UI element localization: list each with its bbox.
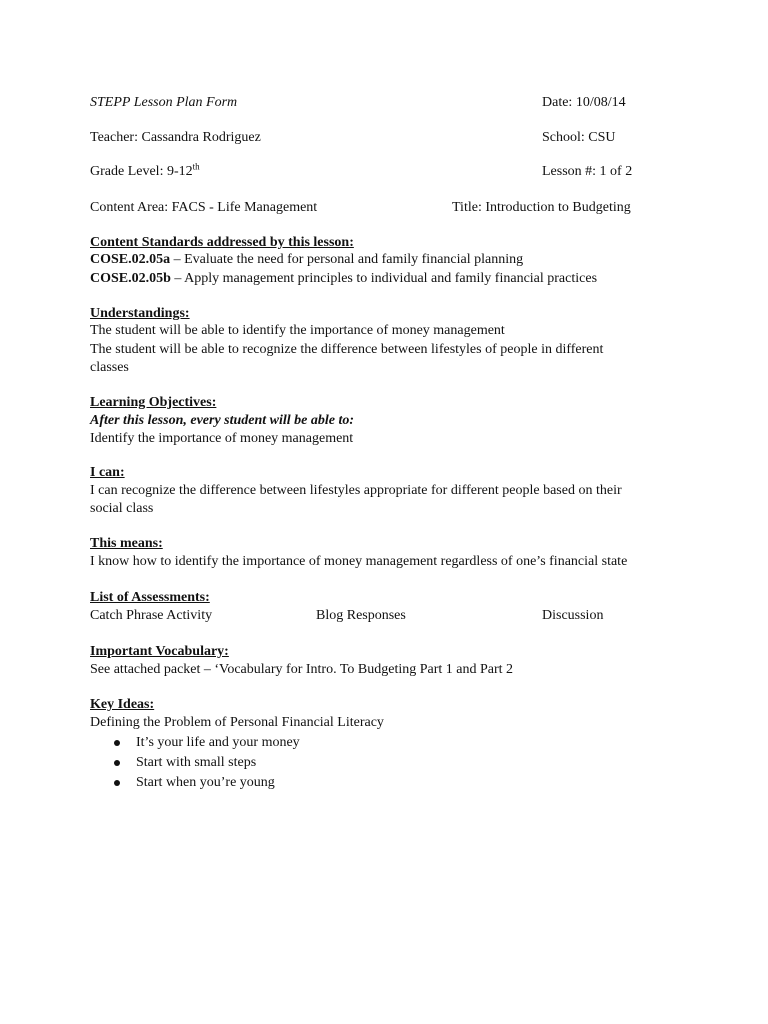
- vocabulary-heading: Important Vocabulary:: [90, 644, 229, 659]
- content-area-field: Content Area: FACS - Life Management: [90, 200, 318, 215]
- assessment-item: Blog Responses: [316, 608, 406, 623]
- key-ideas-intro: Defining the Problem of Personal Financial Literacy: [90, 715, 384, 730]
- standard-text: – Apply management principles to individual and family financial practices: [170, 271, 598, 286]
- content-standards-heading: Content Standards addressed by this lesson:: [90, 235, 354, 250]
- assessments-heading: List of Assessments:: [90, 590, 210, 605]
- grade-level-superscript: th: [192, 161, 200, 172]
- standard-item: [90, 251, 523, 269]
- understanding-line: The student will be able to identify the importance of money management: [90, 323, 505, 338]
- key-ideas-heading: Key Ideas:: [90, 697, 155, 712]
- this-means-heading: This means:: [90, 536, 163, 551]
- school-field: School: CSU: [542, 130, 616, 145]
- list-item: [90, 733, 300, 753]
- grade-level-field: [90, 163, 200, 181]
- understanding-line: The student will be able to recognize the difference between lifestyles of people in different: [90, 342, 604, 357]
- list-item-text: Start with small steps: [136, 755, 257, 770]
- i-can-line: I can recognize the difference between lifestyles appropriate for different people based on their: [90, 483, 622, 498]
- lesson-number-field: Lesson #: 1 of 2: [542, 164, 633, 179]
- standard-code: COSE.02.05b: [90, 271, 171, 286]
- learning-objectives-subheading: After this lesson, every student will be able to:: [90, 413, 355, 428]
- standard-item: [90, 270, 597, 288]
- this-means-line: I know how to identify the importance of money management regardless of one’s financial state: [90, 554, 628, 569]
- bullet-icon: [114, 780, 120, 786]
- form-title: STEPP Lesson Plan Form: [90, 95, 238, 110]
- objective-line: Identify the importance of money management: [90, 431, 354, 446]
- standard-text: – Evaluate the need for personal and family financial planning: [170, 252, 524, 267]
- grade-level-text: Grade Level: 9-12: [90, 164, 193, 179]
- assessment-item: Catch Phrase Activity: [90, 608, 213, 623]
- list-item: [90, 753, 300, 773]
- learning-objectives-heading: Learning Objectives:: [90, 395, 217, 410]
- list-item: [90, 773, 300, 793]
- i-can-line: social class: [90, 501, 154, 516]
- bullet-icon: [114, 740, 120, 746]
- bullet-icon: [114, 760, 120, 766]
- vocabulary-line: See attached packet – ‘Vocabulary for Intro. To Budgeting Part 1 and Part 2: [90, 662, 514, 677]
- lesson-title-field: Title: Introduction to Budgeting: [452, 200, 631, 215]
- standard-code: COSE.02.05a: [90, 252, 171, 267]
- assessment-item: Discussion: [542, 608, 604, 623]
- key-ideas-list: [90, 733, 300, 793]
- teacher-field: Teacher: Cassandra Rodriguez: [90, 130, 261, 145]
- list-item-text: Start when you’re young: [136, 775, 275, 790]
- understandings-heading: Understandings:: [90, 306, 190, 321]
- understanding-line: classes: [90, 360, 129, 375]
- list-item-text: It’s your life and your money: [136, 735, 300, 750]
- i-can-heading: I can:: [90, 465, 125, 480]
- date-field: Date: 10/08/14: [542, 95, 626, 110]
